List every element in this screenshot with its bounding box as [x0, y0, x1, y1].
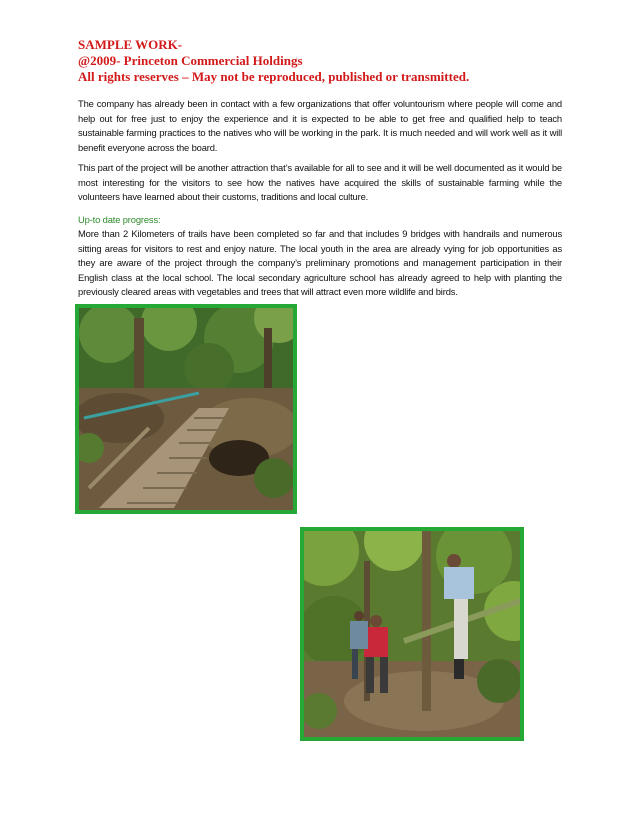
- photo-trail-workers: [300, 527, 524, 741]
- document-header: [78, 37, 578, 85]
- paragraph-progress: More than 2 Kilometers of trails have been completed so far and that includes 9 bridges with handrails and numerous sitting areas for visitors to rest and enjoy nature. The local youth in the area are already vying for job opportunities as they are aware of the project through the company’s preliminary promotions and management participation in their English class at the local school. The local secondary agriculture school has already agreed to help with planting the previously cleared areas with vegetables and trees that will attract even more wildlife and birds.: [78, 228, 562, 297]
- paragraph-voluntourism: The company has already been in contact with a few organizations that offer voluntourism where people will come and help out for free just to enjoy the experience and it is expected to be able to get free and qualified help to teach sustainable farming practices to the natives who will be working in the park. It is much needed and will work well as it will benefit everyone across the board.: [78, 98, 562, 153]
- trail-bridge-image: [79, 308, 293, 510]
- progress-subheading: Up-to date progress:: [78, 214, 161, 225]
- paragraph-attraction: This part of the project will be another attraction that’s available for all to see and it will be well documented as it would be most interesting for the visitors to see how the natives have acquired the skills of sustainable farming while the volunteers have learned about their customs, traditions and local culture.: [78, 162, 562, 202]
- header-sample-work: SAMPLE WORK-: [78, 37, 183, 52]
- trail-workers-image: [304, 531, 520, 737]
- header-rights-notice: All rights reserves – May not be reproduced, published or transmitted.: [78, 69, 470, 84]
- photo-trail-bridge: [75, 304, 297, 514]
- header-copyright: @2009- Princeton Commercial Holdings: [78, 53, 303, 68]
